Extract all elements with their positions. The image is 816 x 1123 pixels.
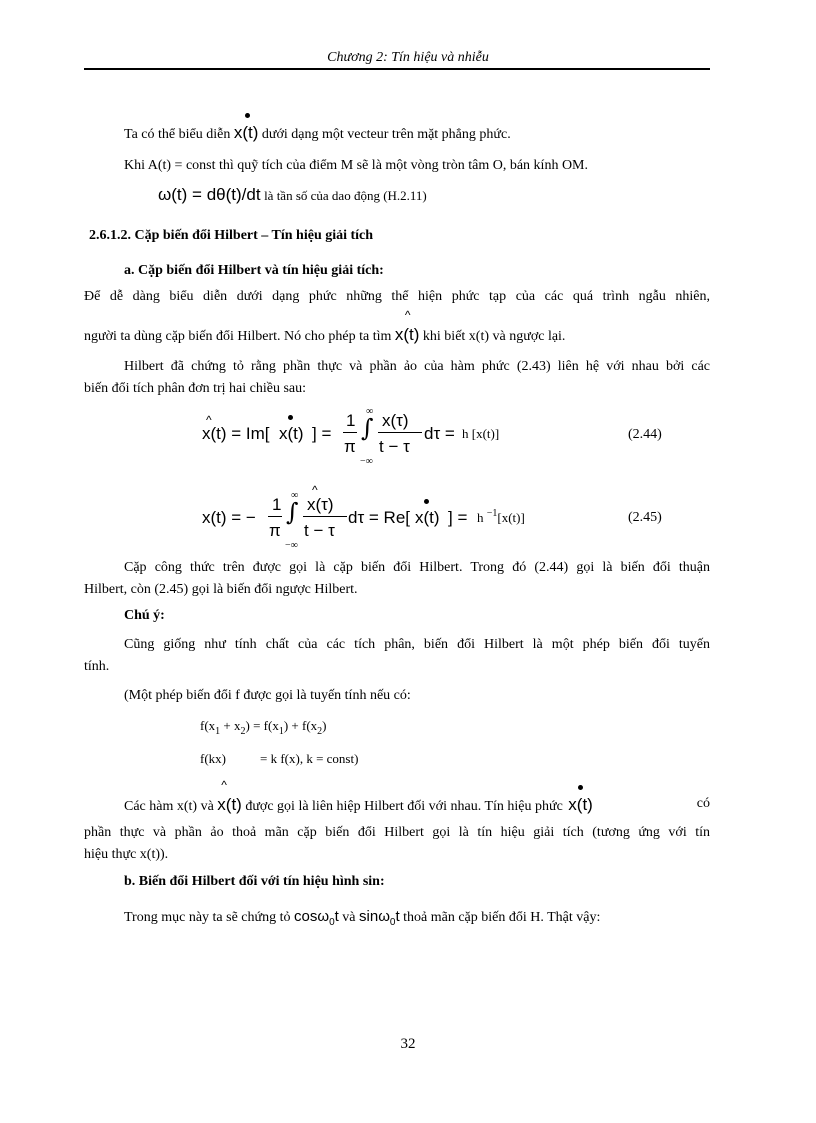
x-dot: x(t) xyxy=(234,123,259,142)
equation-number: (2.45) xyxy=(628,510,662,525)
fraction-bar xyxy=(268,516,282,517)
fraction-bar xyxy=(343,432,357,433)
para-conjugate-line3: hiệu thực x(t)). xyxy=(84,847,169,862)
dot-accent xyxy=(424,499,429,504)
header-rule xyxy=(84,68,710,70)
para-hilbert-proof-line1: Hilbert đã chứng tỏ rằng phần thực và phần ảo của hàm phức (2.43) liên hệ với nhau bởi các xyxy=(124,359,710,374)
x-hat: ^ x(t) xyxy=(394,308,420,344)
fraction-bar xyxy=(378,432,422,433)
para-linear-line2: tính. xyxy=(84,659,110,674)
linear-homogeneity: f(kx) = k f(x), k = const) xyxy=(200,751,359,766)
integral-sign: ∫ xyxy=(286,498,299,526)
para-linear-def: (Một phép biến đổi f được gọi là tuyến tính nếu có: xyxy=(124,688,411,703)
section-title: 2.6.1.2. Cặp biến đổi Hilbert – Tín hiệu giải tích xyxy=(89,228,374,243)
para-sinusoid: Trong mục này ta sẽ chứng tỏ cosω$_0$t và sinω$_0$t thoả mãn cặp biến đổi H. Thật vậy: xyxy=(124,908,601,928)
dot-accent xyxy=(245,113,250,118)
para-hilbert-proof-line2: biến đổi tích phân đơn trị hai chiều sau: xyxy=(84,381,307,396)
note-title: Chú ý: xyxy=(124,608,165,623)
x-dot: x(t) xyxy=(568,795,593,814)
fraction-bar xyxy=(303,516,347,517)
sin-expression: sinω$_0$t xyxy=(359,908,400,928)
hat-accent: ^ xyxy=(221,778,227,792)
para-hilbert-intro-line2: người ta dùng cặp biến đổi Hilbert. Nó cho phép ta tìm ^ x(t) khi biết x(t) và ngược lại. xyxy=(84,308,566,344)
para-conjugate-line1: Các hàm x(t) và ^ x(t) được gọi là liên hiệp Hilbert đối với nhau. Tín hiệu phức x(t) có xyxy=(124,778,710,814)
inverse-hilbert: h $^{-1}$[x(t)] xyxy=(477,508,525,525)
hat-accent: ^ xyxy=(404,308,411,322)
subsection-a-title: a. Cặp biến đổi Hilbert và tín hiệu giải tích: xyxy=(124,263,384,278)
para-hilbert-intro-line1: Để dễ dàng biểu diễn dưới dạng phức những thể hiện phức tạp của các quá trình ngẫu nhiên, xyxy=(84,289,710,304)
subsection-b-title: b. Biến đổi Hilbert đối với tín hiệu hình sin: xyxy=(124,874,385,889)
equation-number: (2.44) xyxy=(628,427,662,442)
dot-accent xyxy=(578,785,583,790)
para-pair-line1: Cặp công thức trên được gọi là cặp biến đổi Hilbert. Trong đó (2.44) gọi là biến đổi thuận xyxy=(124,560,710,575)
page-number: 32 xyxy=(400,1036,416,1052)
para-pair-line2: Hilbert, còn (2.45) gọi là biến đổi ngược Hilbert. xyxy=(84,582,358,597)
para-conjugate-line2: phần thực và phần ảo thoả mãn cặp biến đổi Hilbert gọi là tín hiệu giải tích (tương ứng với tín xyxy=(84,825,710,840)
para-linear-line1: Cũng giống như tính chất của các tích phân, biến đổi Hilbert là một phép biến đổi tuyến xyxy=(124,637,710,652)
chapter-header: Chương 2: Tín hiệu và nhiễu xyxy=(327,50,489,65)
para-frequency: ω(t) = dθ(t)/dt là tần số của dao động (H.2.11) xyxy=(158,185,427,204)
hat-accent: ^ xyxy=(312,483,318,497)
cos-expression: cosω$_0$t xyxy=(294,908,339,928)
hat-accent: ^ xyxy=(206,413,212,427)
para-const: Khi A(t) = const thì quỹ tích của điểm M sẽ là một vòng tròn tâm O, bán kính OM. xyxy=(124,158,589,173)
dot-accent xyxy=(288,415,293,420)
x-hat: ^ x(t) xyxy=(217,778,242,814)
linear-additivity: $f(x_1 + x_2) = f(x_1) + f(x_2)$ xyxy=(200,718,327,737)
integral-sign: ∫ xyxy=(361,414,374,442)
para-vector: Ta có thể biểu diễn x(t) dưới dạng một vecteur trên mặt phẳng phức. xyxy=(124,123,511,143)
